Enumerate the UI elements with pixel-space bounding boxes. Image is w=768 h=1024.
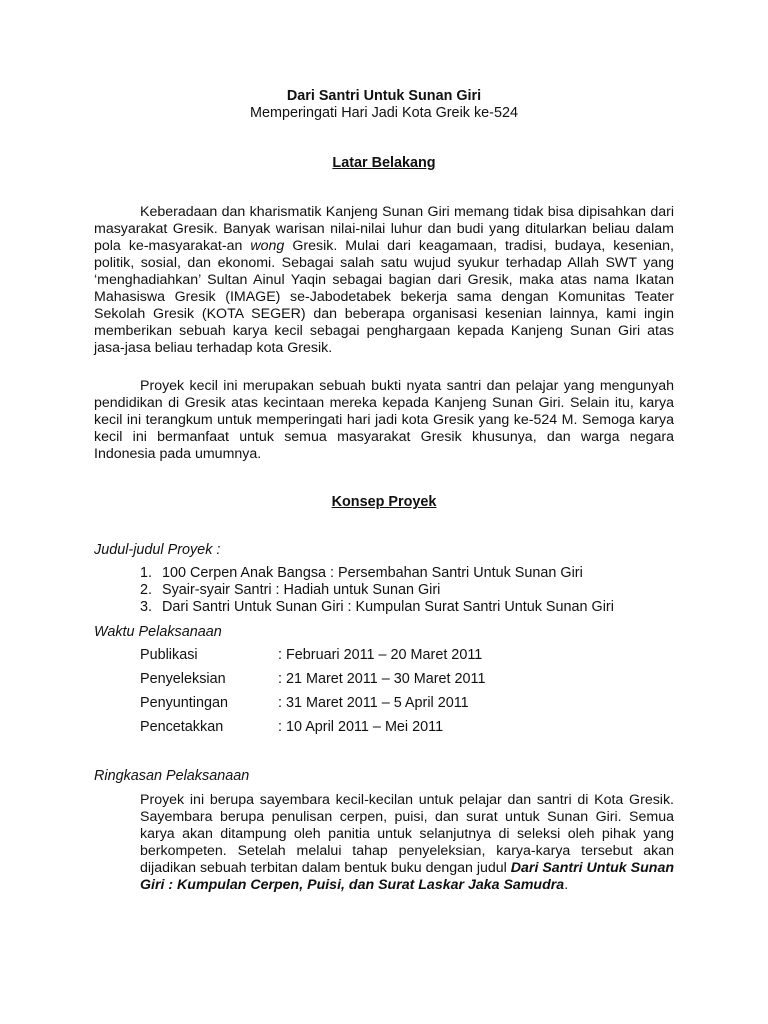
- label-judul-proyek: Judul-judul Proyek :: [94, 542, 221, 558]
- schedule-phase: Pencetakkan: [140, 719, 224, 735]
- paragraph-latar-2: Proyek kecil ini merupakan sebuah bukti nyata santri dan pelajar yang mengunyah pendidikan di Gresik atas kecintaan mereka kepada Kanjeng Sunan Giri. Selain itu, karya kecil ini terangkum untuk memperingati hari jadi kota Gresik yang ke-524 M. Semoga karya kecil ini bermanfaat untuk semua masyarakat Gresik khusunya, dan warga negara Indonesia pada umumnya.: [94, 378, 674, 462]
- schedule-phase: Publikasi: [140, 647, 198, 663]
- section-heading-konsep-proyek: Konsep Proyek: [331, 494, 437, 510]
- label-waktu-pelaksanaan: Waktu Pelaksanaan: [94, 624, 222, 640]
- schedule-dates: : 31 Maret 2011 – 5 April 2011: [278, 695, 469, 711]
- document-title: Dari Santri Untuk Sunan Giri: [286, 88, 482, 104]
- paragraph-latar-1-part-a: Keberadaan dan kharismatik Kanjeng Sunan Giri memang tidak bisa dipisahkan dari masyarakat Gresik. Banyak warisan nilai-nilai luhur dan budi yang ditularkan beliau dalam pola ke-masyarakat-an: [94, 204, 674, 254]
- list-item-text: Dari Santri Untuk Sunan Giri : Kumpulan Surat Santri Untuk Sunan Giri: [162, 599, 614, 615]
- paragraph-latar-1-part-b: Gresik. Mulai dari keagamaan, tradisi, budaya, kesenian, politik, sosial, dan ekonomi. Sebagai salah satu wujud syukur terhadap Allah SWT yang ‘menghadiahkan’ Sultan Ainul Yaqin sebagai bagian dari Gresik, maka atas nama Ikatan Mahasiswa Gresik (IMAGE) se-Jabodetabek bekerja sama dengan Komunitas Teater Sekolah Gresik (KOTA SEGER) dan beberapa organisasi kesenian lainnya, kami ingin memberikan sebuah karya kecil sebagai penghargaan kepada Kanjeng Sunan Giri atas jasa-jasa beliau terhadap kota Gresik.: [94, 238, 674, 356]
- book-title-emphasis: Dari Santri Untuk Sunan Giri : Kumpulan Cerpen, Puisi, dan Surat Laskar Jaka Samudra: [140, 860, 674, 893]
- schedule-dates: : 21 Maret 2011 – 30 Maret 2011: [278, 671, 486, 687]
- label-ringkasan-pelaksanaan: Ringkasan Pelaksanaan: [94, 768, 250, 784]
- list-item: [94, 565, 674, 582]
- paragraph-latar-1-wong: wong: [250, 238, 285, 254]
- paragraph-ringkasan: [140, 792, 674, 894]
- document-subtitle: Memperingati Hari Jadi Kota Greik ke-524: [250, 105, 518, 121]
- schedule-phase: Penyuntingan: [140, 695, 229, 711]
- list-item-text: 100 Cerpen Anak Bangsa : Persembahan Santri Untuk Sunan Giri: [162, 565, 583, 581]
- list-item-number: 2.: [140, 582, 153, 598]
- schedule-dates: : Februari 2011 – 20 Maret 2011: [278, 647, 483, 663]
- list-item-number: 1.: [140, 565, 153, 581]
- schedule-phase: Penyeleksian: [140, 671, 226, 687]
- paragraph-ringkasan-text: Proyek ini berupa sayembara kecil-kecilan untuk pelajar dan santri di Kota Gresik. Sayembara berupa penulisan cerpen, puisi, dan surat untuk Sunan Giri. Semua karya akan ditampung oleh panitia untuk selanjutnya di seleksi oleh pihak yang berkompeten. Setelah melalui tahap penyeleksian, karya-karya tersebut akan dijadikan sebuah terbitan dalam bentuk buku dengan judul: [140, 792, 674, 876]
- paragraph-latar-1: [94, 204, 674, 357]
- list-item: [94, 599, 674, 616]
- schedule-dates: : 10 April 2011 – Mei 2011: [278, 719, 444, 735]
- project-title-list: [94, 565, 674, 616]
- list-item-number: 3.: [140, 599, 153, 615]
- section-heading-latar-belakang: Latar Belakang: [332, 155, 436, 171]
- list-item: [94, 582, 674, 599]
- list-item-text: Syair-syair Santri : Hadiah untuk Sunan Giri: [162, 582, 441, 598]
- paragraph-ringkasan-end: .: [564, 877, 569, 893]
